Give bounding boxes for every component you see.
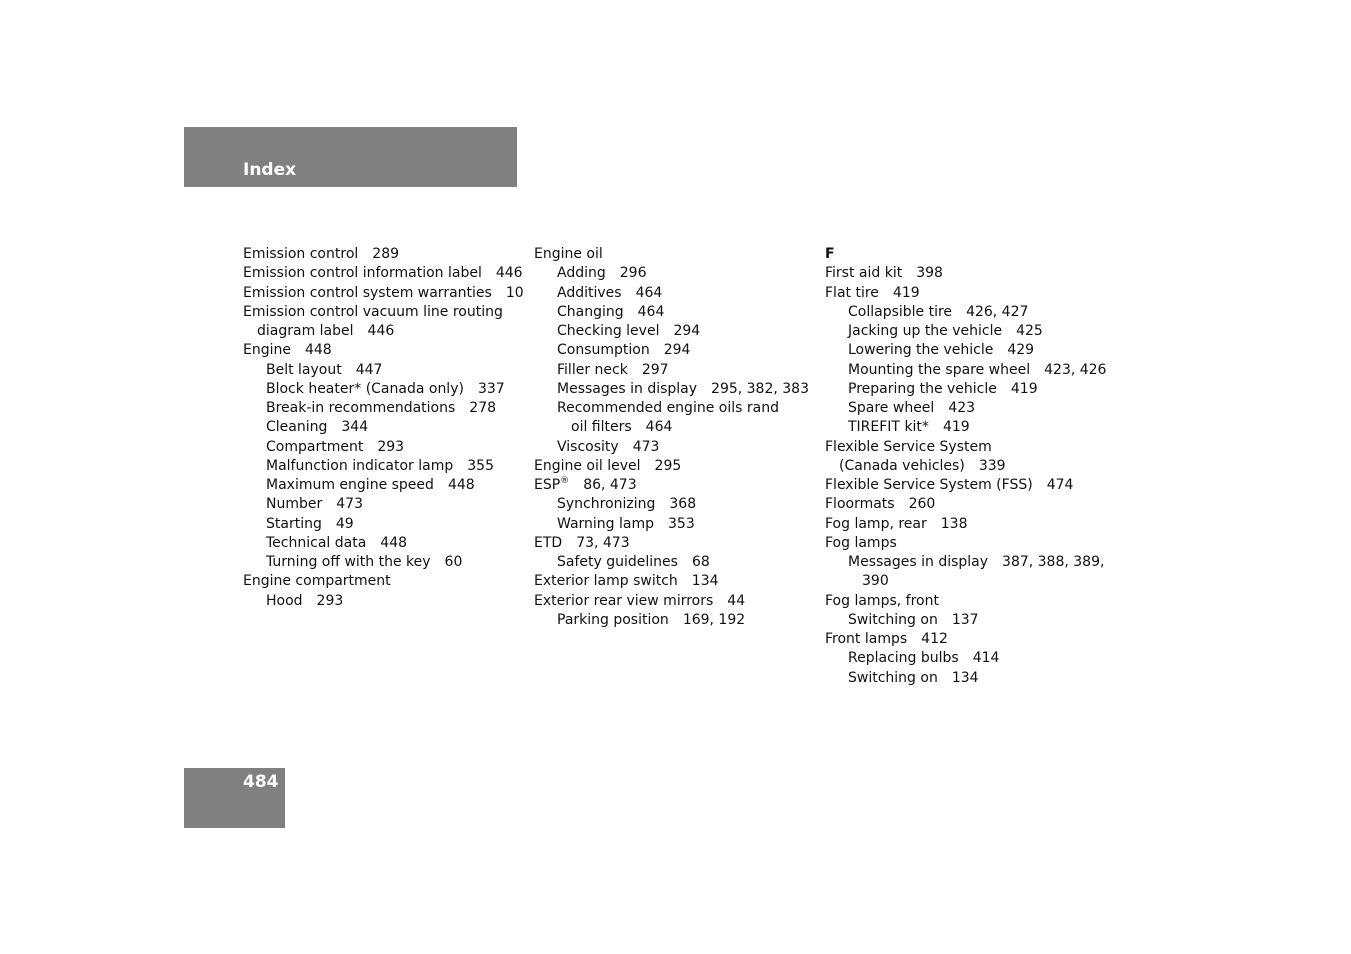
index-entry — [825, 515, 1106, 534]
index-entry-pages: 448 — [447, 477, 475, 493]
index-column-1 — [243, 245, 524, 611]
index-entry-term: Engine — [243, 342, 291, 359]
index-entry-term: (Canada vehicles) — [839, 457, 965, 474]
index-entry-pages: 446 — [367, 323, 395, 339]
index-entry-pages: 260 — [908, 496, 936, 513]
index-entry-term: Emission control information label — [243, 265, 482, 282]
index-entry — [243, 572, 524, 591]
index-entry-pages: 423, 426 — [1044, 361, 1107, 378]
index-entry-term: Starting — [266, 515, 322, 532]
index-entry — [534, 572, 809, 591]
index-entry-term: Spare wheel — [848, 400, 935, 416]
index-entry — [825, 399, 1106, 418]
page-number-box — [184, 768, 285, 828]
index-entry-term: Parking position — [557, 611, 669, 628]
index-entry-pages: 353 — [668, 515, 695, 532]
index-entry-pages: 278 — [469, 400, 497, 416]
index-entry-term: Changing — [557, 303, 624, 320]
index-entry-term: Fog lamp, rear — [825, 515, 927, 532]
index-entry — [825, 495, 1106, 514]
index-entry-term: Switching on — [848, 611, 938, 628]
index-entry-term: Recommended engine oils rand — [557, 400, 779, 416]
index-entry-pages: 44 — [727, 592, 746, 609]
index-entry-pages: 339 — [978, 457, 1006, 474]
index-entry-term: Turning off with the key — [266, 554, 431, 570]
index-entry-pages: 464 — [645, 419, 673, 436]
index-entry — [243, 361, 524, 380]
index-entry-pages: 464 — [637, 303, 665, 320]
index-entry-pages: 49 — [335, 515, 354, 532]
index-entry — [534, 361, 809, 380]
index-entry — [243, 457, 524, 476]
index-entry-pages: 296 — [619, 265, 647, 282]
page-number: 484 — [243, 772, 279, 792]
index-entry-term: Emission control system warranties — [243, 284, 492, 301]
index-entry-pages: 293 — [316, 592, 344, 609]
index-entry-term: Preparing the vehicle — [848, 380, 997, 397]
index-entry-term: Flexible Service System — [825, 438, 992, 455]
index-entry — [534, 341, 809, 360]
index-entry-pages: 368 — [669, 496, 697, 513]
index-entry-pages: 448 — [380, 534, 408, 551]
index-entry-term: Malfunction indicator lamp — [266, 457, 454, 474]
index-entry-term: Collapsible tire — [848, 303, 953, 320]
index-entry-pages: 293 — [377, 438, 405, 455]
index-entry-term: Technical data — [266, 534, 367, 551]
index-entry-pages: 464 — [635, 284, 663, 301]
index-entry-pages: 473 — [632, 438, 660, 455]
index-entry-pages: 412 — [921, 631, 948, 647]
index-entry — [243, 476, 524, 495]
index-entry-term: Viscosity — [557, 438, 619, 455]
index-entry — [243, 534, 524, 553]
index-entry-term: F — [825, 246, 835, 262]
index-entry-term: Number — [266, 496, 323, 513]
index-entry-pages: 10 — [505, 284, 524, 301]
index-entry — [534, 592, 809, 611]
index-entry-pages: 387, 388, 389, — [1002, 554, 1105, 570]
index-entry — [243, 303, 524, 322]
index-entry-term: Replacing bulbs — [848, 650, 959, 667]
index-entry-pages: 446 — [495, 265, 523, 282]
index-entry-pages: 344 — [341, 419, 369, 436]
index-entry — [534, 611, 809, 630]
index-entry — [825, 611, 1106, 630]
index-entry — [534, 399, 809, 418]
index-entry — [534, 534, 809, 553]
index-entry-term: Belt layout — [266, 361, 342, 378]
index-entry-term: TIREFIT kit* — [848, 419, 929, 436]
index-entry — [243, 592, 524, 611]
index-entry-term: Warning lamp — [557, 515, 655, 532]
index-entry — [825, 572, 1106, 591]
index-entry-term: Jacking up the vehicle — [848, 323, 1003, 339]
index-entry-pages: 297 — [641, 361, 669, 378]
header-bar — [184, 127, 517, 187]
index-entry-term: ESP — [534, 477, 561, 493]
index-entry-term: Messages in display — [557, 380, 698, 397]
index-entry — [825, 380, 1106, 399]
index-entry-term: Engine oil — [534, 246, 603, 262]
index-entry — [825, 264, 1106, 283]
index-entry-pages: 68 — [691, 554, 710, 570]
index-letter-heading — [825, 245, 1106, 264]
index-entry-term: diagram label — [257, 323, 354, 339]
index-entry-pages: 169, 192 — [682, 611, 746, 628]
index-entry — [534, 515, 809, 534]
index-entry-pages: 473 — [336, 496, 363, 513]
index-entry-term: Adding — [557, 265, 606, 282]
index-entry — [534, 322, 809, 341]
index-entry-term: Maximum engine speed — [266, 477, 434, 493]
index-entry-pages: 447 — [355, 361, 383, 378]
index-entry — [825, 630, 1106, 649]
index-entry — [243, 495, 524, 514]
index-entry-pages: 86, 473 — [583, 477, 637, 493]
index-entry-pages: 419 — [942, 419, 970, 436]
index-entry-term: Synchronizing — [557, 496, 656, 513]
index-entry-term: Consumption — [557, 342, 650, 359]
index-entry-pages: 294 — [673, 323, 701, 339]
index-entry — [534, 438, 809, 457]
index-entry-term: Exterior rear view mirrors — [534, 592, 714, 609]
index-entry — [534, 457, 809, 476]
index-entry — [825, 438, 1106, 457]
index-entry-term: Floormats — [825, 496, 895, 513]
index-entry — [825, 649, 1106, 668]
index-entry-term: Compartment — [266, 438, 364, 455]
index-entry — [825, 534, 1106, 553]
index-entry-pages: 134 — [951, 669, 979, 686]
index-entry — [825, 476, 1106, 495]
index-entry-term: Exterior lamp switch — [534, 573, 678, 590]
index-entry — [243, 284, 524, 303]
index-entry-pages: 138 — [940, 515, 968, 532]
index-entry-term: First aid kit — [825, 265, 903, 282]
index-entry-term: Flat tire — [825, 284, 879, 301]
index-entry — [243, 553, 524, 572]
index-entry — [825, 592, 1106, 611]
index-entry-pages: 398 — [916, 265, 943, 282]
index-entry-pages: 295, 382, 383 — [711, 380, 809, 397]
index-entry-term: ETD — [534, 534, 563, 551]
index-entry-term: Cleaning — [266, 419, 328, 436]
index-entry-term: Break-in recommendations — [266, 400, 456, 416]
index-entry-term: Additives — [557, 284, 622, 301]
index-entry-pages: 134 — [691, 573, 719, 590]
index-column-3 — [825, 245, 1106, 688]
index-entry — [825, 418, 1106, 437]
index-entry-pages: 355 — [467, 457, 494, 474]
index-column-2 — [534, 245, 809, 630]
index-entry — [534, 284, 809, 303]
index-entry — [243, 399, 524, 418]
index-entry — [243, 418, 524, 437]
index-entry-pages: 419 — [1010, 380, 1038, 397]
index-entry-pages: 414 — [972, 650, 1000, 667]
index-entry — [243, 380, 524, 399]
index-entry-term: Front lamps — [825, 631, 908, 647]
index-entry-term: Emission control — [243, 246, 359, 262]
index-entry — [534, 245, 809, 264]
index-entry — [825, 303, 1106, 322]
index-entry-term: Flexible Service System (FSS) — [825, 477, 1033, 493]
index-entry-term: Engine compartment — [243, 573, 391, 590]
index-entry-pages: 137 — [951, 611, 979, 628]
index-entry-term: Checking level — [557, 323, 660, 339]
index-entry-term: Emission control vacuum line routing — [243, 303, 503, 320]
index-entry-term: Fog lamps — [825, 534, 897, 551]
page-title: Index — [243, 160, 297, 180]
index-entry-pages: 294 — [663, 342, 691, 359]
index-entry — [825, 341, 1106, 360]
index-entry — [825, 553, 1106, 572]
index-entry-term: Block heater* (Canada only) — [266, 380, 464, 397]
index-entry-term: Safety guidelines — [557, 554, 678, 570]
index-entry — [825, 322, 1106, 341]
index-entry-pages: 425 — [1016, 323, 1043, 339]
index-entry-pages: 429 — [1007, 342, 1035, 359]
index-entry-pages: 60 — [444, 554, 463, 570]
index-entry-term: Engine oil level — [534, 457, 641, 474]
index-entry — [243, 515, 524, 534]
index-entry-term: Mounting the spare wheel — [848, 361, 1031, 378]
index-entry — [534, 264, 809, 283]
index-entry — [825, 284, 1106, 303]
index-entry — [825, 361, 1106, 380]
index-entry — [825, 669, 1106, 688]
index-entry — [243, 322, 524, 341]
index-entry-term: Lowering the vehicle — [848, 342, 994, 359]
index-entry — [243, 341, 524, 360]
index-entry-term: Filler neck — [557, 361, 628, 378]
index-entry-pages: 390 — [862, 573, 889, 590]
index-entry-pages: 426, 427 — [966, 303, 1029, 320]
index-entry-pages: 474 — [1046, 477, 1074, 493]
index-entry-pages: 448 — [304, 342, 332, 359]
index-entry — [243, 438, 524, 457]
index-entry — [825, 457, 1106, 476]
index-entry — [534, 476, 809, 495]
index-entry-pages: 295 — [654, 457, 682, 474]
index-entry-pages: 289 — [372, 246, 400, 262]
index-entry-term: oil filters — [571, 419, 632, 436]
index-entry-term: Fog lamps, front — [825, 592, 939, 609]
index-entry — [534, 495, 809, 514]
index-entry — [534, 380, 809, 399]
index-entry-pages: 73, 473 — [576, 534, 630, 551]
index-entry-pages: 423 — [948, 400, 976, 416]
index-entry-term: Hood — [266, 592, 303, 609]
index-entry-term: Switching on — [848, 669, 938, 686]
index-entry-term: Messages in display — [848, 554, 989, 570]
registered-mark: ® — [560, 476, 570, 486]
index-entry-pages: 419 — [892, 284, 920, 301]
index-entry — [534, 418, 809, 437]
index-entry — [534, 553, 809, 572]
index-entry — [243, 264, 524, 283]
index-entry — [534, 303, 809, 322]
index-entry — [243, 245, 524, 264]
index-entry-pages: 337 — [477, 380, 505, 397]
